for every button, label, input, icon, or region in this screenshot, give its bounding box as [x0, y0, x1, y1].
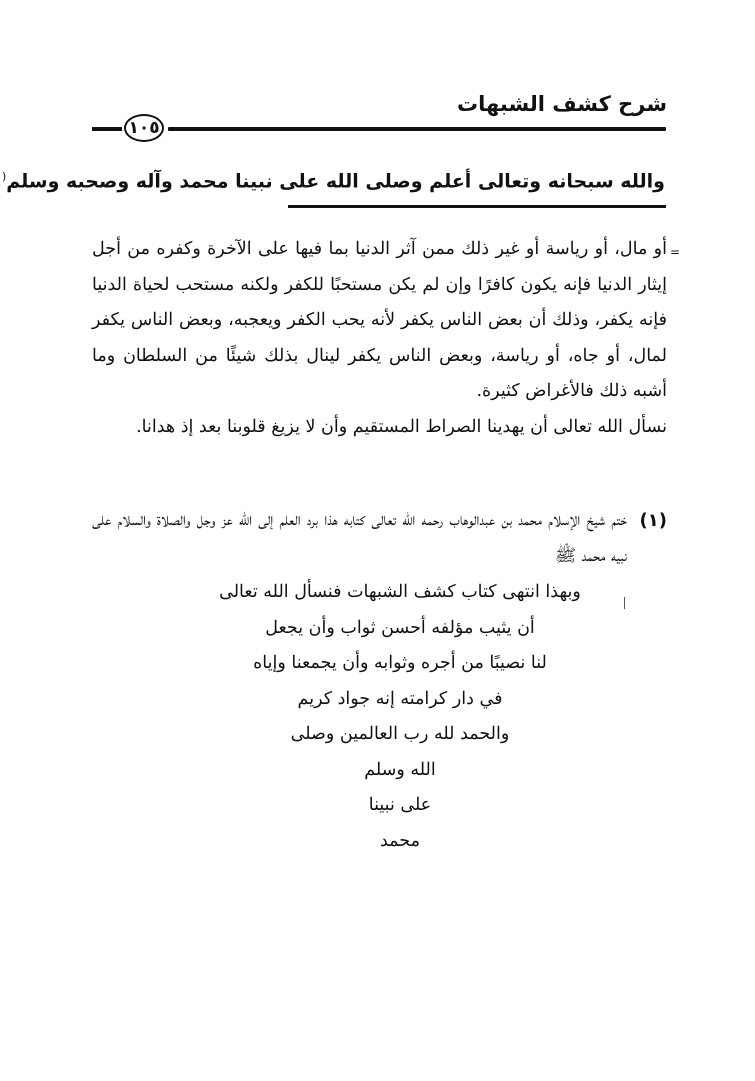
colophon-line: على نبينا	[368, 795, 432, 815]
continuation-mark: =	[670, 245, 681, 259]
continued-paragraph-2: نسأل الله تعالى أن يهدينا الصراط المستقيم وأن لا يزيغ قلوبنا بعد إذ هدانا.	[136, 416, 667, 437]
footnote-ref: (	[1, 170, 7, 183]
footnote-paragraph: ختم شيخ الإسلام محمد بن عبدالوهاب رحمه الله تعالى كتابه هذا برد العلم إلى الله عز وجل والصلاة والسلام على نبيه محمد ﷺ	[92, 510, 627, 566]
footnote-text	[92, 503, 627, 574]
colophon-line: وبهذا انتهى كتاب كشف الشبهات فنسأل الله تعالى	[219, 582, 581, 602]
page-number: ١٠٥	[124, 114, 164, 142]
closing-line	[1, 160, 665, 198]
colophon-line: محمد	[380, 830, 420, 851]
colophon-line: في دار كرامته إنه جواد كريم	[297, 688, 503, 709]
colophon	[120, 575, 680, 859]
header-rule-left	[92, 127, 122, 131]
colophon-line: والحمد لله رب العالمين وصلى	[290, 724, 510, 744]
closing-text: والله سبحانه وتعالى أعلم وصلى الله على نبينا محمد وآله وصحبه وسلم	[6, 170, 665, 193]
colophon-line: لنا نصيبًا من أجره وثوابه وأن يجمعنا وإياه	[253, 653, 547, 673]
header-rule	[168, 127, 666, 131]
colophon-line: أن يثيب مؤلفه أحسن ثواب وأن يجعل	[265, 617, 535, 638]
colophon-line: الله وسلم	[364, 759, 436, 780]
section-divider	[288, 205, 666, 208]
footnote-1	[92, 503, 667, 574]
running-title: شرح كشف الشبهات	[457, 92, 667, 116]
continued-paragraph-1: أو مال، أو رياسة أو غير ذلك ممن آثر الدنيا بما فيها على الآخرة وكفره من أجل إيثار الدنيا فإنه يكون كافرًا وإن لم يكن مستحبًا للكفر ولكنه مستحب لحياة الدنيا فإنه يكفر، وذلك أن بعض الناس يكفر لأنه يحب الكفر ويعجبه، وبعض الناس يكفر لمال، أو جاه، أو رياسة، وبعض الناس يكفر لينال بذلك شيئًا من السلطان وما أشبه ذلك فالأغراض كثيرة.	[92, 239, 667, 401]
continued-footnote	[92, 232, 667, 445]
footnote-number: (١)	[639, 510, 667, 531]
